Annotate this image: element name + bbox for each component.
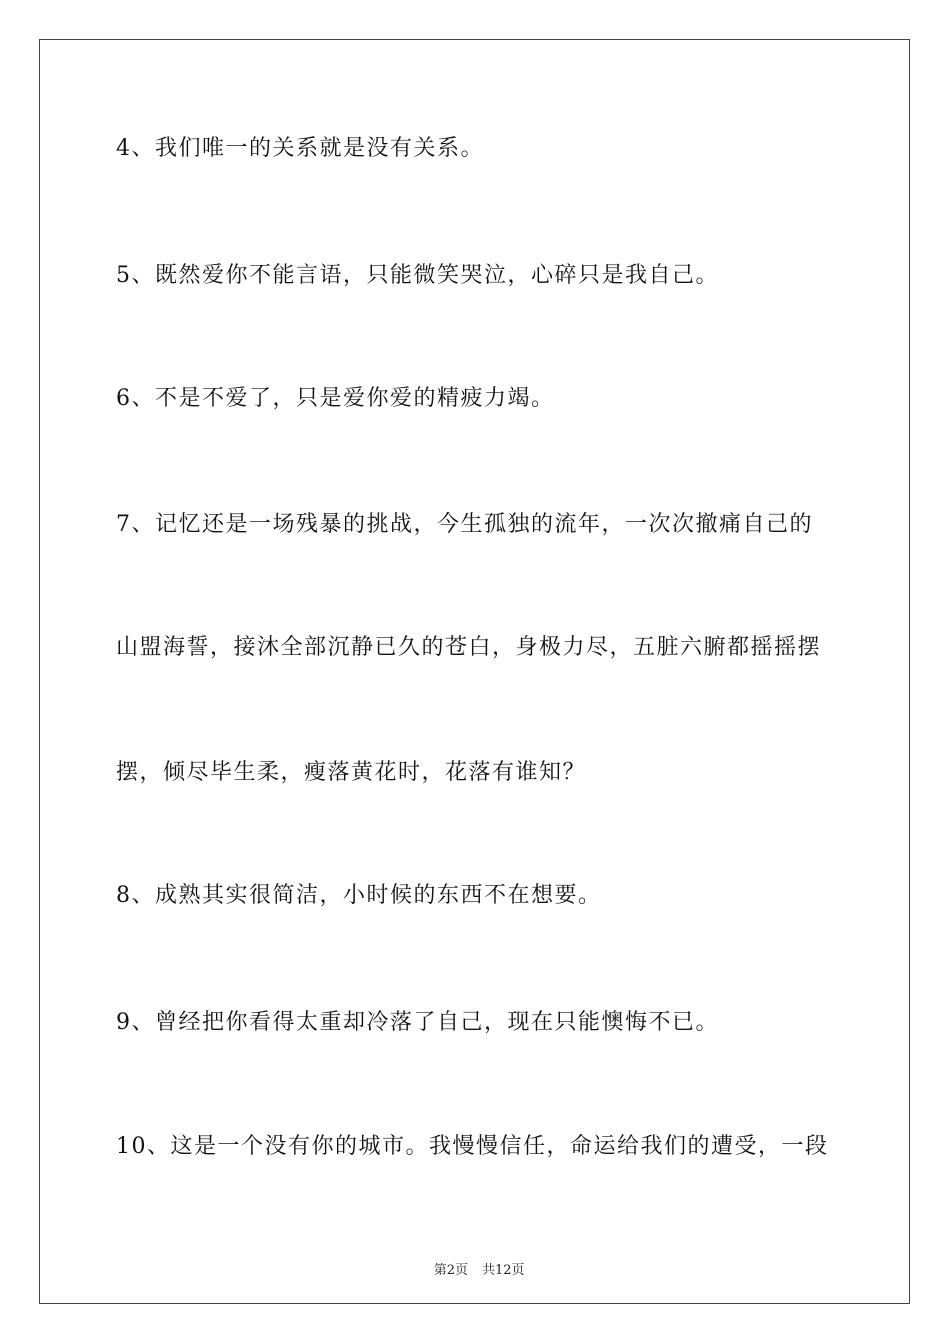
text-line-6: 摆，倾尽毕生柔，瘦落黄花时，花落有谁知？ xyxy=(116,760,587,785)
text-line-1: 4、我们唯一的关系就是没有关系。 xyxy=(116,136,484,161)
text-line-8: 9、曾经把你看得太重却冷落了自己，现在只能懊悔不已。 xyxy=(116,1010,719,1035)
text-line-4: 7、记忆还是一场残暴的挑战，今生孤独的流年，一次次撤痛自己的 xyxy=(116,512,813,537)
page-footer xyxy=(0,1247,950,1279)
text-line-9: 10、这是一个没有你的城市。我慢慢信任，命运给我们的遭受，一段 xyxy=(116,1134,829,1159)
page-total: 共12页 xyxy=(482,1263,525,1278)
page-border xyxy=(39,39,910,1304)
text-line-3: 6、不是不爱了，只是爱你爱的精疲力竭。 xyxy=(116,386,555,411)
text-line-5: 山盟海誓，接沐全部沉静已久的苍白，身极力尽，五脏六腑都摇摇摆 xyxy=(116,635,822,660)
text-line-7: 8、成熟其实很简洁，小时候的东西不在想要。 xyxy=(116,883,602,908)
page-number: 第2页 xyxy=(433,1263,468,1278)
text-line-2: 5、既然爱你不能言语，只能微笑哭泣，心碎只是我自己。 xyxy=(116,263,719,288)
